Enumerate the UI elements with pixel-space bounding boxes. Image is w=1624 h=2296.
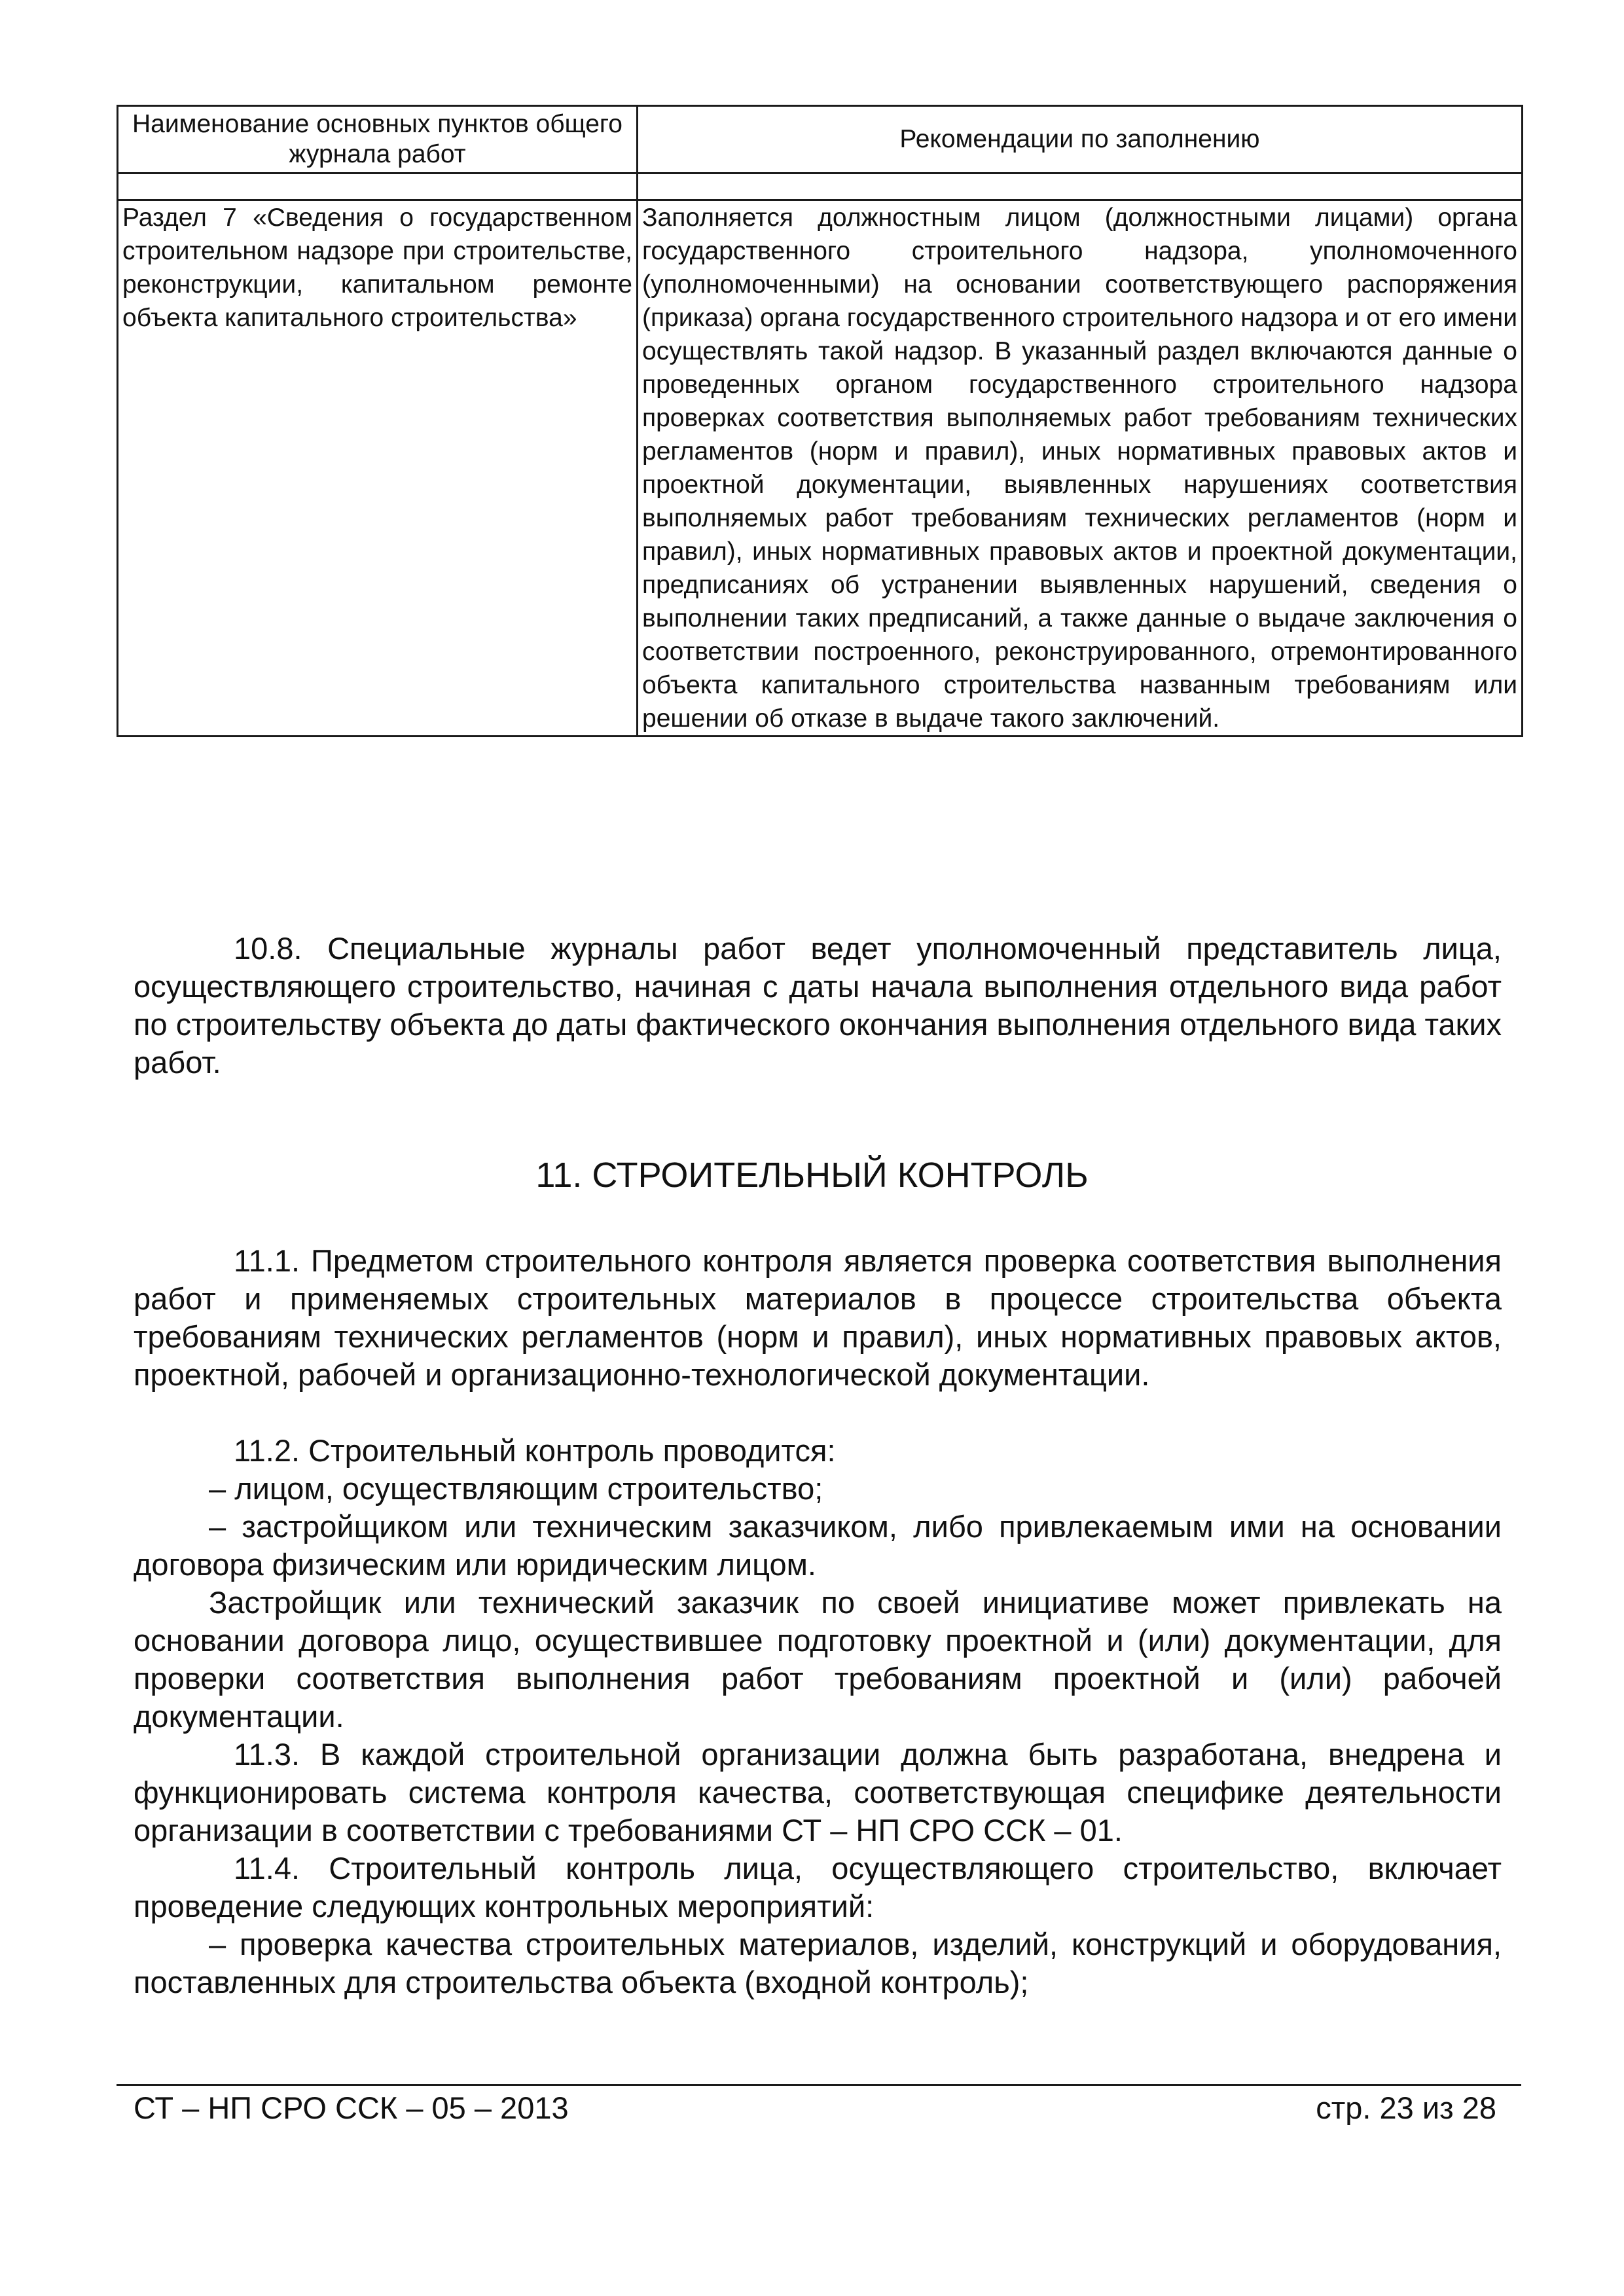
- paragraph-10-8: 10.8. Специальные журналы работ ведет уполномоченный представитель лица, осуществляющего строительство, начиная с даты начала выполнения отдельного вида работ по строительству объекта до даты фактического окончания выполнения отдельного вида таких работ.: [134, 931, 1502, 1080]
- paragraph-11-1: 11.1. Предметом строительного контроля является проверка соответствия выполнения работ и применяемых строительных материалов в процессе строительства объекта требованиям технических регламентов (норм и правил), иных нормативных правовых актов, проектной, рабочей и организационно-технологической документации.: [134, 1243, 1502, 1392]
- table-row: [118, 200, 1523, 737]
- paragraph-11-4: 11.4. Строительный контроль лица, осуществляющего строительство, включает проведение следующих контрольных мероприятий:: [134, 1851, 1502, 1923]
- paragraph-11-2-note: Застройщик или технический заказчик по своей инициативе может привлекать на основании договора лицо, осуществившее подготовку проектной и (или) документации, для проверки соответствия выполнения работ требованиям проектной и (или) рабочей документации.: [134, 1585, 1502, 1734]
- table-spacer-cell: [118, 173, 638, 200]
- paragraph-11-3: 11.3. В каждой строительной организации должна быть разработана, внедрена и функционировать система контроля качества, соответствующая специфике деятельности организации в соответствии с требованиями СТ – НП СРО ССК – 01.: [134, 1737, 1502, 1848]
- journal-sections-table: [117, 105, 1523, 737]
- table-spacer-cell: [638, 173, 1523, 200]
- footer-divider: [117, 2084, 1521, 2086]
- section-heading: 11. СТРОИТЕЛЬНЫЙ КОНТРОЛЬ: [535, 1156, 1089, 1195]
- table-spacer-row: [118, 173, 1523, 200]
- footer-page-number: стр. 23 из 28: [1316, 2090, 1496, 2125]
- list-item-11-2-a: – лицом, осуществляющим строительство;: [209, 1471, 823, 1506]
- table-header-section: Наименование основных пунктов общего журнала работ: [118, 106, 638, 173]
- table-header-recommendation: Рекомендации по заполнению: [638, 106, 1523, 173]
- table-cell-section: Раздел 7 «Сведения о государственном строительном надзоре при строительстве, реконструкции, капитальном ремонте объекта капитального строительства»: [118, 200, 638, 737]
- footer-document-code: СТ – НП СРО ССК – 05 – 2013: [134, 2090, 569, 2125]
- table-header-row: [118, 106, 1523, 173]
- list-item-11-2-b: – застройщиком или техническим заказчиком, либо привлекаемым ими на основании договора физическим или юридическим лицом.: [134, 1509, 1502, 1582]
- paragraph-11-2: 11.2. Строительный контроль проводится:: [234, 1433, 836, 1468]
- table-cell-recommendation: Заполняется должностным лицом (должностными лицами) органа государственного строительного надзора, уполномоченного (уполномоченными) на основании соответствующего распоряжения (приказа) органа государственного строительного надзора и от его имени осуществлять такой надзор. В указанный раздел включаются данные о проведенных органом государственного строительного надзора проверках соответствия выполняемых работ требованиям технических регламентов (норм и правил), иных нормативных правовых актов и проектной документации, выявленных нарушениях соответствия выполняемых работ требованиям технических регламентов (норм и правил), иных нормативных правовых актов и проектной документации, предписаниях об устранении выявленных нарушений, сведения о выполнении таких предписаний, а также данные о выдаче заключения о соответствии построенного, реконструированного, отремонтированного объекта капитального строительства названным требованиям или решении об отказе в выдаче такого заключений.: [638, 200, 1523, 737]
- list-item-11-4-a: – проверка качества строительных материалов, изделий, конструкций и оборудования, поставленных для строительства объекта (входной контроль);: [134, 1927, 1502, 1999]
